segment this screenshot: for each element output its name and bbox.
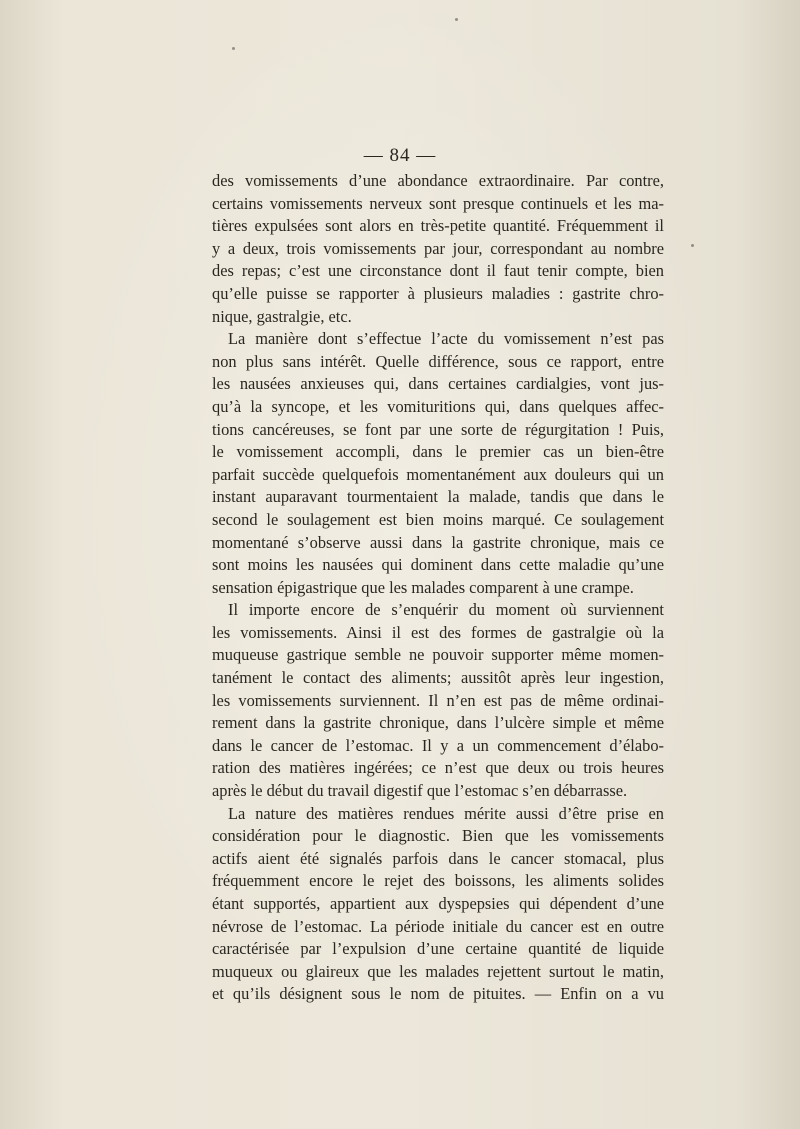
text-line: non plus sans intérêt. Quelle différence, sous ce rapport, entre: [212, 351, 664, 371]
text-line: tions cancéreuses, se font par une sorte de régurgitation ! Puis,: [212, 419, 664, 439]
paragraph-start-line: Il importe encore de s’enquérir du moment où surviennent: [228, 600, 664, 620]
text-line: y a deux, trois vomissements par jour, correspondant au nombre: [212, 238, 664, 258]
text-line: muqueuse gastrique semble ne pouvoir supporter même momen-: [212, 645, 664, 665]
text-line: les vomissements. Ainsi il est des formes de gastralgie où la: [212, 622, 664, 642]
text-line: des repas; c’est une circonstance dont il faut tenir compte, bien: [212, 261, 664, 281]
paper-speck: [691, 244, 694, 247]
text-line: momentané s’observe aussi dans la gastrite chronique, mais ce: [212, 532, 664, 552]
text-line: rement dans la gastrite chronique, dans l’ulcère simple et même: [212, 713, 664, 733]
text-line: les nausées anxieuses qui, dans certaines cardialgies, vont jus-: [212, 374, 664, 394]
body-text: [212, 170, 664, 1006]
text-line: des vomissements d’une abondance extraordinaire. Par contre,: [212, 171, 664, 190]
text-line: étant supportés, appartient aux dyspepsies qui dépendent d’une: [212, 894, 664, 913]
text-line: névrose de l’estomac. La période initiale du cancer est en outre: [212, 916, 664, 936]
text-line: muqueux ou glaireux que les malades rejettent surtout le matin,: [212, 961, 664, 981]
text-line: dans le cancer de l’estomac. Il y a un commencement d’élabo-: [212, 735, 664, 755]
text-line: tanément le contact des aliments; aussitôt après leur ingestion,: [212, 668, 664, 688]
text-line: considération pour le diagnostic. Bien que les vomissements: [212, 826, 664, 846]
text-line: instant auparavant tourmentaient la malade, tandis que dans le: [212, 487, 664, 507]
text-line: second le soulagement est bien moins marqué. Ce soulagement: [212, 509, 664, 529]
text-line: le vomissement accompli, dans le premier cas un bien-être: [212, 442, 664, 462]
text-line: et qu’ils désignent sous le nom de pituites. — Enfin on a vu: [212, 984, 664, 1004]
paragraph-start-line: La manière dont s’effectue l’acte du vomissement n’est pas: [228, 329, 664, 349]
text-line: certains vomissements nerveux sont presque continuels et les ma-: [212, 193, 664, 213]
text-line: nique, gastralgie, etc.: [212, 306, 352, 326]
page-number: — 84 —: [363, 145, 437, 166]
paper-speck: [455, 18, 458, 21]
text-line: sont moins les nausées qui dominent dans cette maladie qu’une: [212, 555, 664, 575]
text-line: sensation épigastrique que les malades comparent à une crampe.: [212, 577, 634, 597]
text-line: après le début du travail digestif que l’estomac s’en débarrasse.: [212, 781, 628, 801]
text-line: actifs aient été signalés parfois dans le cancer stomacal, plus: [212, 848, 664, 868]
text-line: parfait succède quelquefois momentanément aux douleurs qui un: [212, 464, 664, 484]
text-line: caractérisée par l’expulsion d’une certaine quantité de liquide: [212, 939, 664, 959]
text-line: tières expulsées sont alors en très-petite quantité. Fréquemment il: [212, 216, 664, 236]
text-line: les vomissements surviennent. Il n’en est pas de même ordinai-: [212, 690, 664, 710]
text-line: fréquemment encore le rejet des boissons, les aliments solides: [212, 871, 664, 891]
text-line: qu’à la syncope, et les vomituritions qui, dans quelques affec-: [212, 396, 664, 416]
paper-speck: [232, 47, 235, 50]
paragraph-start-line: La nature des matières rendues mérite aussi d’être prise en: [228, 803, 664, 823]
text-line: qu’elle puisse se rapporter à plusieurs maladies : gastrite chro-: [212, 283, 664, 303]
text-line: ration des matières ingérées; ce n’est que deux ou trois heures: [212, 758, 664, 778]
